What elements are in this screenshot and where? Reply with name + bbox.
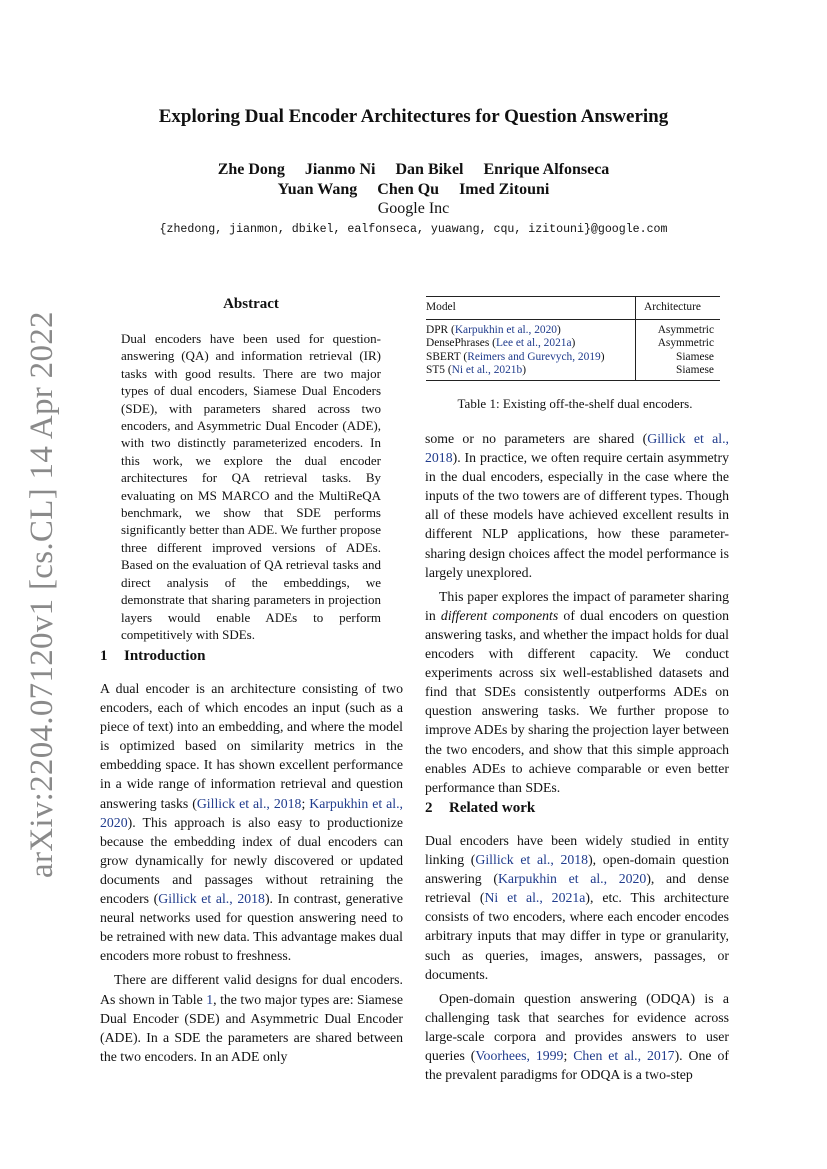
left-column-body xyxy=(100,679,403,1066)
citation-link[interactable]: Voorhees, 1999 xyxy=(475,1048,564,1064)
text-run: ), and dense retrieval ( xyxy=(425,871,730,906)
section-title: Introduction xyxy=(124,648,206,664)
model-name: DPR xyxy=(426,323,449,336)
citation-link[interactable]: Gillick et al., 2018 xyxy=(158,891,265,907)
citation-link[interactable]: Gillick et al., 2018 xyxy=(425,431,730,466)
author: Enrique Alfonseca xyxy=(483,161,610,178)
abstract-text: Dual encoders have been used for question-answering (QA) and information retrieval (IR) tasks with good results. There are two major types of dual encoders, Siamese Dual Encoders (SDE), with parameters shared across two encoders, and Asymmetric Dual Encoder (ADE), with two distinctly parameterized encoders. In this work, we explore the dual encoder architectures for QA retrieval tasks. By evaluating on MS MARCO and the MultiReQA benchmark, we show that SDE performs significantly better than ADE. We further propose three different improved versions of ADEs. Based on the evaluation of QA retrieval tasks and direct analysis of the embeddings, we demonstrate that sharing parameters in projection layers would enable ADEs to perform competitively with SDEs. xyxy=(121,331,381,642)
text-run: ; xyxy=(563,1048,574,1064)
citation-link[interactable]: Karpukhin et al., 2020 xyxy=(100,795,403,830)
related-paragraph-2 xyxy=(425,989,729,1084)
section-number: 2 xyxy=(425,800,433,816)
intro-paragraph-4 xyxy=(425,587,729,797)
text-run: ). In practice, we often require certain asymmetry in the dual encoders, especially in the case where the inputs of the two towers are of different types. Though all of these models have achieved excellent results in different NLP applications, how these parameter-sharing design choices affect the model performance is largely unexplored. xyxy=(425,450,729,580)
table-header-model: Model xyxy=(426,301,456,313)
author: Yuan Wang xyxy=(277,181,358,198)
citation-link[interactable]: Lee et al., 2021a xyxy=(495,337,572,350)
text-run: ), etc. This architecture consists of two encoders, where each encoder encodes arbitrary inputs that may differ in type or granularity, such as queries, images, answers, passages, or documents. xyxy=(425,890,729,982)
model-name: SBERT xyxy=(426,350,461,363)
author: Dan Bikel xyxy=(395,161,464,178)
text-run: , the two major types are: Siamese Dual Encoder (SDE) and Asymmetric Dual Encoder (ADE). In a SDE the parameters are shared between the two encoders. In an ADE only xyxy=(100,991,404,1064)
affiliation: Google Inc xyxy=(377,200,450,217)
text-run: some or no parameters are shared ( xyxy=(425,431,648,446)
intro-paragraph-2 xyxy=(100,970,403,1065)
citation-link[interactable]: Gillick et al., 2018 xyxy=(475,852,589,868)
table-1 xyxy=(426,296,720,381)
text-run: ). This approach is also easy to productionize because the embedding index of dual encoders can grow dynamically for newly discovered or updated documents and passages without retraining the encoders ( xyxy=(100,814,403,907)
abstract-heading: Abstract xyxy=(223,296,279,312)
text-run: There are different valid designs for dual encoders. As shown in Table xyxy=(100,972,403,1007)
authors-line-1 xyxy=(0,161,827,179)
text-run: of dual encoders on question answering tasks, and whether the impact holds for dual encoders with different capacity. We conduct experiments across six well-established datasets and find that SDEs consistently outperforms ADEs on question answering tasks. We further propose to improve ADEs by sharing the projection layer between the two encoders, and show that this simple approach enables ADEs to achieve comparable or even better performance than SDEs. xyxy=(425,607,729,795)
architecture-value: Siamese xyxy=(636,351,721,365)
paper-title: Exploring Dual Encoder Architectures for Question Answering xyxy=(158,106,669,127)
model-name: DensePhrases xyxy=(426,337,490,350)
text-run: This paper explores the impact of parameter sharing in xyxy=(425,588,729,623)
citation-link[interactable]: Karpukhin et al., 2020 xyxy=(454,323,558,336)
citation-link[interactable]: Chen et al., 2017 xyxy=(573,1048,675,1064)
section-number: 1 xyxy=(100,648,108,664)
table-row: DensePhrases (Lee et al., 2021a) Asymmetric xyxy=(426,337,720,351)
table-1-caption: Table 1: Existing off-the-shelf dual encoders. xyxy=(457,396,693,411)
text-run: ). In contrast, generative neural networks used for question answering need to be retrained with new data. This advantage makes dual encoders more robust to freshness. xyxy=(100,891,404,964)
author: Chen Qu xyxy=(377,181,440,198)
related-work-body xyxy=(425,831,729,1084)
citation-link[interactable]: Ni et al., 2021b xyxy=(451,364,523,377)
author: Zhe Dong xyxy=(217,161,285,178)
section-heading-introduction xyxy=(100,648,205,665)
model-name: ST5 xyxy=(426,364,445,377)
author: Imed Zitouni xyxy=(459,181,550,198)
intro-paragraph-3 xyxy=(425,429,729,582)
table-row: DPR (Karpukhin et al., 2020) Asymmetric xyxy=(426,319,720,337)
citation-link[interactable]: 1 xyxy=(206,991,214,1007)
architecture-value: Siamese xyxy=(636,364,721,380)
citation-link[interactable]: Gillick et al., 2018 xyxy=(196,795,302,811)
citation-link[interactable]: Reimers and Gurevych, 2019 xyxy=(467,350,601,363)
author: Jianmo Ni xyxy=(304,161,376,178)
table-header-row xyxy=(426,297,720,320)
table-header-architecture: Architecture xyxy=(636,297,721,320)
section-title: Related work xyxy=(449,800,536,816)
text-run: Open-domain question answering (ODQA) is a challenging task that searches for evidence across large-scale corpora and provides answers to user queries ( xyxy=(425,990,729,1064)
intro-paragraph-1 xyxy=(100,679,403,965)
architecture-value: Asymmetric xyxy=(636,337,721,351)
authors-line-2 xyxy=(0,181,827,199)
text-run: A dual encoder is an architecture consisting of two encoders, each of which encodes an input (such as a piece of text) into an embedding, and where the model is optimized based on similarity metrics in the embedding space. It has shown excellent performance in a wide range of information retrieval and question answering tasks ( xyxy=(100,681,403,811)
author-emails: {zhedong, jianmon, dbikel, ealfonseca, yuawang, cqu, izitouni}@google.com xyxy=(159,223,668,236)
text-run: Dual encoders have been widely studied in entity linking ( xyxy=(425,833,729,868)
section-heading-related-work xyxy=(425,800,535,817)
citation-link[interactable]: Ni et al., 2021a xyxy=(484,890,586,906)
architecture-value: Asymmetric xyxy=(636,319,721,337)
table-row: ST5 (Ni et al., 2021b) Siamese xyxy=(426,364,720,380)
right-column-body xyxy=(425,429,729,797)
arxiv-identifier: arXiv:2204.07120v1 [cs.CL] 14 Apr 2022 xyxy=(24,311,60,878)
table-row: SBERT (Reimers and Gurevych, 2019) Siamese xyxy=(426,351,720,365)
text-run: ), open-domain question answering ( xyxy=(425,852,729,887)
citation-link[interactable]: Karpukhin et al., 2020 xyxy=(497,871,647,887)
emphasis: different components xyxy=(440,607,559,623)
related-paragraph-1 xyxy=(425,831,729,984)
text-run: ). One of the prevalent paradigms for ODQA is a two-step xyxy=(425,1048,729,1083)
text-run: ; xyxy=(301,795,310,811)
